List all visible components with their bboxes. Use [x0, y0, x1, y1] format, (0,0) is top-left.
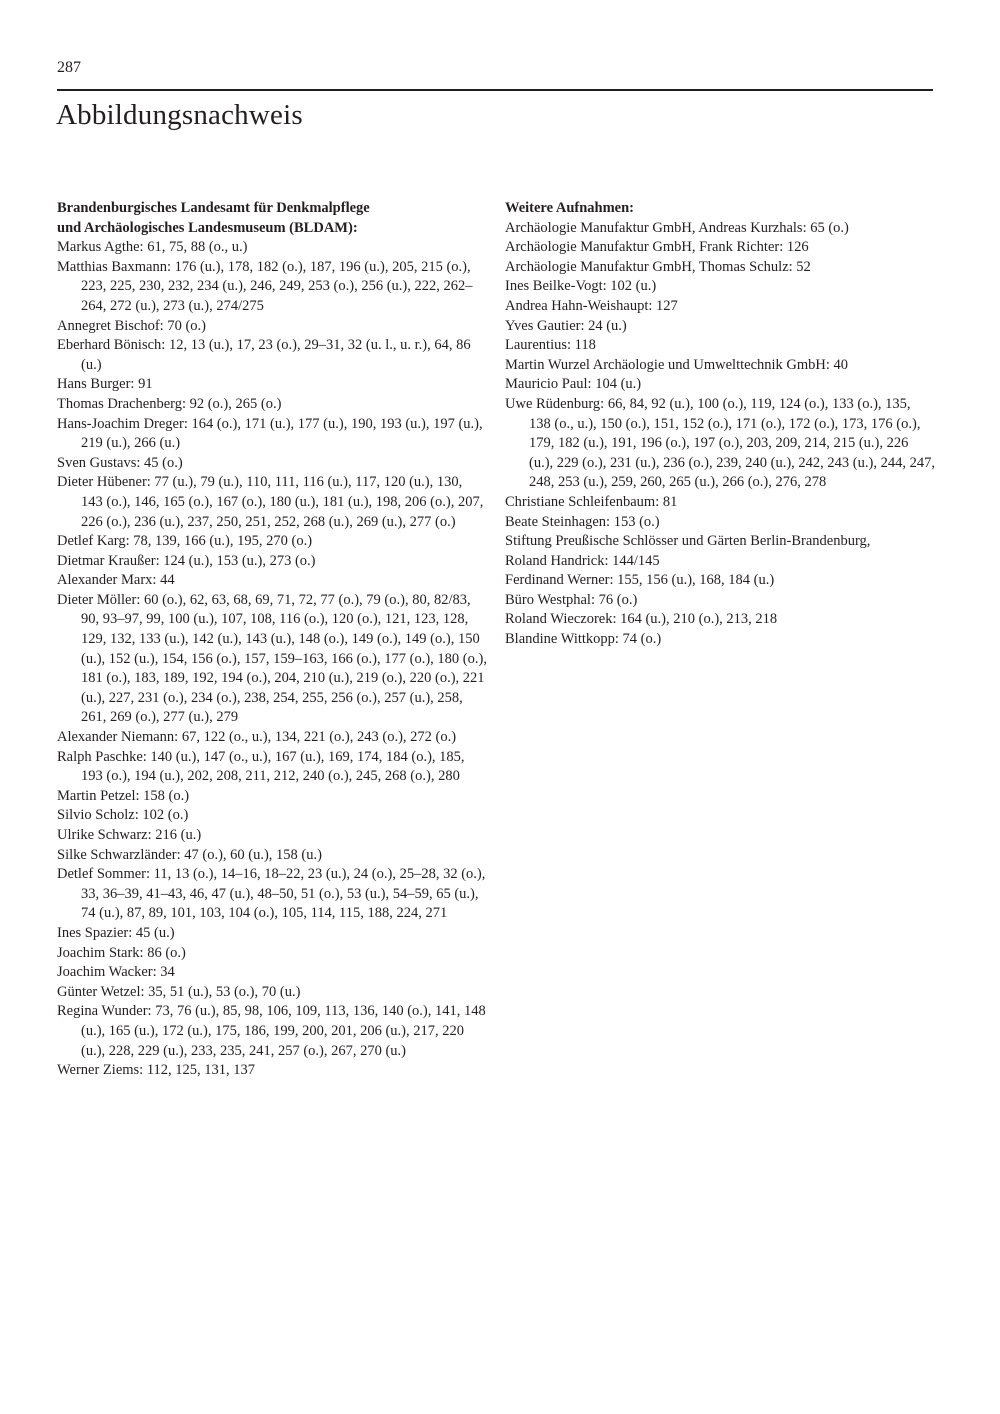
credit-entry: Ulrike Schwarz: 216 (u.) [57, 827, 202, 843]
credit-entry: Eberhard Bönisch: 12, 13 (u.), 17, 23 (o.), 29–31, 32 (u. l., u. r.), 64, 86 (u.) [57, 337, 471, 373]
credit-entry: Joachim Wacker: 34 [57, 964, 175, 981]
credit-entry: Alexander Niemann: 67, 122 (o., u.), 134, 221 (o.), 243 (o.), 272 (o.) [57, 729, 457, 746]
left-column [57, 199, 487, 1081]
credit-entry: Dieter Möller: 60 (o.), 62, 63, 68, 69, 71, 72, 77 (o.), 79 (o.), 80, 82/83, 90, 93–97, 99, 100 (u.), 107, 108, 116 (o.), 120 (o.), 121, 123, 128, 129, 132, 133 (u.), 142 (u.), 143 (u.), 148 (o.), 149 (o.), 149 (o.), 150 (u.), 152 (u.), 154, 156 (o.), 157, 159–163, 166 (o.), 177 (o.), 180 (o.), 181 (o.), 183, 189, 192, 194 (o.), 204, 210 (u.), 219 (o.), 220 (o.), 221 (u.), 227, 231 (o.), 234 (o.), 238, 254, 255, 256 (o.), 257 (u.), 258, 261, 269 (o.), 277 (u.), 279 [57, 591, 487, 726]
credit-entry: Laurentius: 118 [505, 337, 596, 354]
credit-entry: Hans-Joachim Dreger: 164 (o.), 171 (u.), 177 (u.), 190, 193 (u.), 197 (u.), 219 (u.), 266 (u.) [57, 415, 483, 452]
credit-entry: Detlef Sommer: 11, 13 (o.), 14–16, 18–22, 23 (u.), 24 (o.), 25–28, 32 (o.), 33, 36–39, 41–43, 46, 47 (u.), 48–50, 51 (o.), 53 (u.), 54–59, 65 (u.), 74 (u.), 87, 89, 101, 103, 104 (o.), 105, 114, 115, 188, 224, 271 [57, 866, 486, 922]
credit-entry: Matthias Baxmann: 176 (u.), 178, 182 (o.), 187, 196 (u.), 205, 215 (o.), 223, 225, 230, 232, 234 (u.), 246, 249, 253 (o.), 256 (u.), 222, 262–264, 272 (u.), 273 (u.), 274/275 [57, 258, 473, 314]
credit-entry: Silvio Scholz: 102 (o.) [57, 807, 189, 824]
credit-entry: Martin Petzel: 158 (o.) [57, 787, 190, 804]
credit-entry: Sven Gustavs: 45 (o.) [57, 454, 183, 471]
credit-entry: Roland Wieczorek: 164 (u.), 210 (o.), 213, 218 [505, 611, 778, 628]
credit-entry: Stiftung Preußische Schlösser und Gärten Berlin-Brandenburg, [505, 533, 871, 550]
credit-entry: Annegret Bischof: 70 (o.) [57, 317, 206, 334]
credit-entry: Archäologie Manufaktur GmbH, Thomas Schulz: 52 [505, 258, 811, 275]
credit-entry: Werner Ziems: 112, 125, 131, 137 [57, 1062, 256, 1079]
credit-entry: Ines Spazier: 45 (u.) [57, 924, 175, 941]
credit-entry: Ralph Paschke: 140 (u.), 147 (o., u.), 167 (u.), 169, 174, 184 (o.), 185, 193 (o.), 194 (u.), 202, 208, 211, 212, 240 (o.), 245, 268 (o.), 280 [57, 748, 465, 785]
credit-entry: Detlef Karg: 78, 139, 166 (u.), 195, 270 (o.) [57, 533, 313, 550]
header-rule [57, 89, 933, 91]
credit-entry: Büro Westphal: 76 (o.) [505, 591, 638, 608]
credit-entry: Andrea Hahn-Weishaupt: 127 [505, 297, 678, 314]
credit-entry: Joachim Stark: 86 (o.) [57, 944, 186, 961]
credit-entry: Martin Wurzel Archäologie und Umwelttechnik GmbH: 40 [505, 356, 849, 373]
credit-entry: Archäologie Manufaktur GmbH, Andreas Kurzhals: 65 (o.) [505, 219, 849, 236]
left-heading-line-2: und Archäologisches Landesmuseum (BLDAM): [57, 219, 358, 236]
credit-entry: Dietmar Kraußer: 124 (u.), 153 (u.), 273 (o.) [57, 552, 316, 569]
credit-entry: Ferdinand Werner: 155, 156 (u.), 168, 184 (u.) [505, 572, 775, 589]
credit-entry: Markus Agthe: 61, 75, 88 (o., u.) [57, 239, 248, 256]
credit-entry: Thomas Drachenberg: 92 (o.), 265 (o.) [57, 395, 282, 412]
credit-entry: Blandine Wittkopp: 74 (o.) [505, 631, 662, 648]
credit-entry: Archäologie Manufaktur GmbH, Frank Richter: 126 [505, 239, 809, 256]
page-title: Abbildungsnachweis [56, 99, 303, 131]
right-column [505, 199, 935, 650]
credit-entry: Regina Wunder: 73, 76 (u.), 85, 98, 106, 109, 113, 136, 140 (o.), 141, 148 (u.), 165 (u.), 172 (u.), 175, 186, 199, 200, 201, 206 (u.), 217, 220 (u.), 228, 229 (u.), 233, 235, 241, 257 (o.), 267, 270 (u.) [57, 1003, 486, 1059]
credit-entry: Alexander Marx: 44 [57, 572, 175, 589]
credit-entry: Hans Burger: 91 [57, 376, 153, 393]
credit-entry: Dieter Hübener: 77 (u.), 79 (u.), 110, 111, 116 (u.), 117, 120 (u.), 130, 143 (o.), 146, 165 (o.), 167 (o.), 180 (u.), 181 (u.), 198, 206 (o.), 207, 226 (o.), 236 (u.), 237, 250, 251, 252, 268 (u.), 269 (u.), 277 (o.) [57, 474, 484, 530]
right-heading: Weitere Aufnahmen: [505, 200, 635, 216]
credit-entry: Ines Beilke-Vogt: 102 (u.) [505, 278, 657, 295]
left-heading-line-1: Brandenburgisches Landesamt für Denkmalpflege [57, 200, 370, 216]
credit-entry: Yves Gautier: 24 (u.) [505, 317, 627, 334]
credit-entry: Günter Wetzel: 35, 51 (u.), 53 (o.), 70 (u.) [57, 983, 301, 1000]
credit-entry: Beate Steinhagen: 153 (o.) [505, 513, 660, 530]
credit-entry: Christiane Schleifenbaum: 81 [505, 493, 678, 510]
credit-entry: Silke Schwarzländer: 47 (o.), 60 (u.), 158 (u.) [57, 846, 322, 863]
credit-entry: Roland Handrick: 144/145 [505, 552, 660, 569]
credit-entry: Mauricio Paul: 104 (u.) [505, 376, 642, 393]
credit-entry: Uwe Rüdenburg: 66, 84, 92 (u.), 100 (o.), 119, 124 (o.), 133 (o.), 135, 138 (o., u.), 150 (o.), 151, 152 (o.), 171 (o.), 172 (o.), 173, 176 (o.), 179, 182 (u.), 191, 196 (o.), 197 (o.), 203, 209, 214, 215 (u.), 226 (u.), 229 (o.), 231 (u.), 236 (o.), 239, 240 (u.), 242, 243 (u.), 244, 247, 248, 253 (u.), 259, 260, 265 (u.), 266 (o.), 276, 278 [505, 395, 935, 491]
page-number: 287 [57, 59, 81, 76]
